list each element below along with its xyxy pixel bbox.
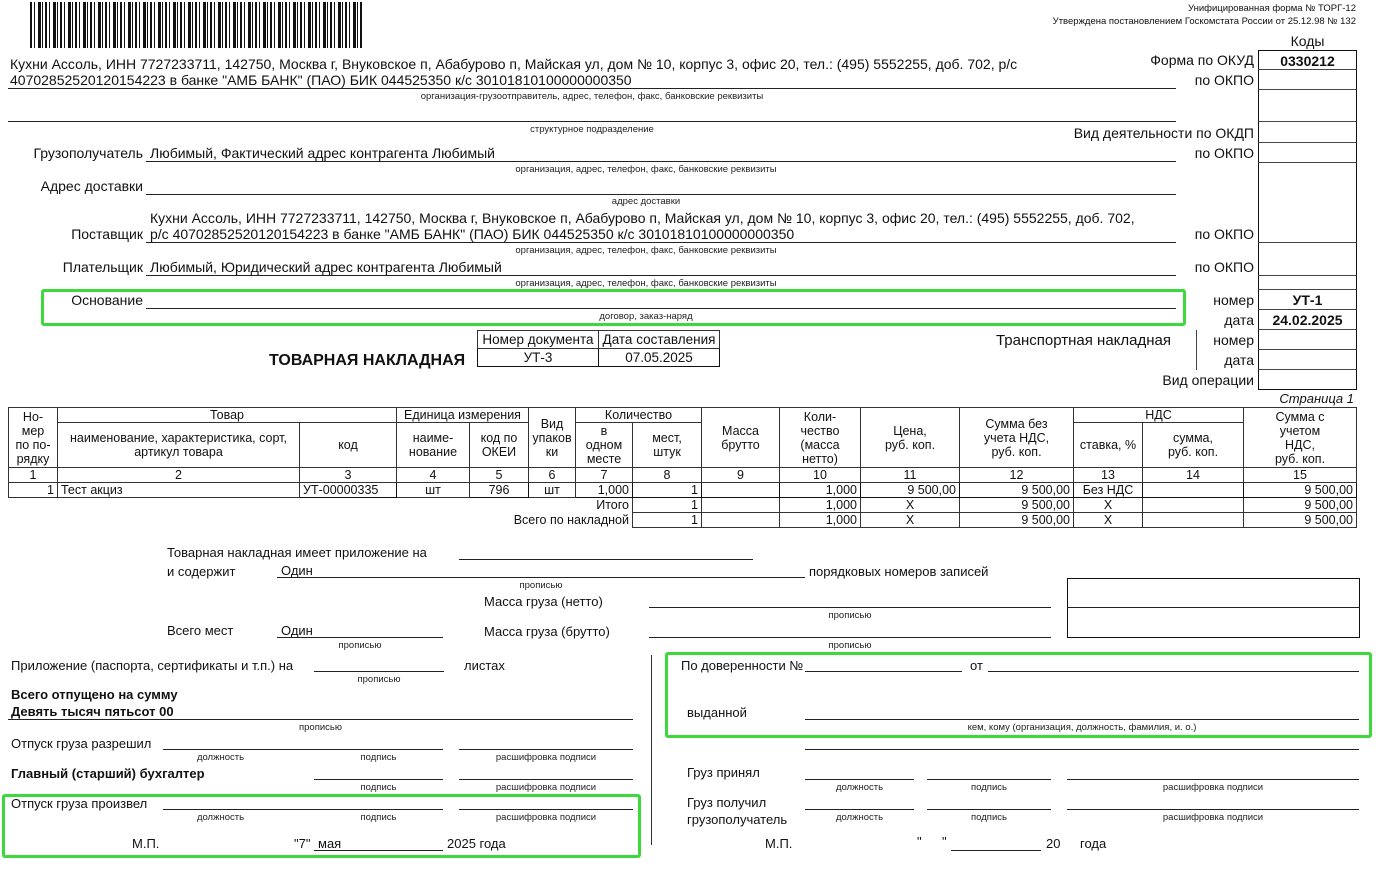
h-goods: Товар bbox=[58, 408, 397, 423]
released-sum-words: Девять тысяч пятьсот 00 bbox=[11, 704, 174, 719]
okpo-payer-label: по ОКПО bbox=[1194, 259, 1254, 275]
document-number-table bbox=[477, 330, 720, 367]
supplier-line bbox=[146, 242, 1176, 243]
h-qty-one: в одном месте bbox=[576, 423, 633, 468]
blank-cell bbox=[1258, 90, 1357, 122]
caption-signature-1: подпись bbox=[360, 752, 397, 763]
payer-value: Любимый, Юридический адрес контрагента Любимый bbox=[150, 259, 502, 275]
release-allowed-decode[interactable] bbox=[459, 749, 633, 750]
itogo-total: 9 500,00 bbox=[1244, 498, 1357, 513]
doc-date: 07.05.2025 bbox=[599, 349, 720, 367]
vsego-row bbox=[9, 513, 1357, 528]
issued-field[interactable] bbox=[805, 719, 1359, 720]
released-sum-line bbox=[8, 719, 633, 720]
basis-field[interactable] bbox=[146, 308, 1176, 309]
h-qty: Количество bbox=[576, 408, 702, 423]
date-value: 24.02.2025 bbox=[1258, 310, 1357, 330]
h-qty-places: мест, штук bbox=[633, 423, 702, 468]
chief-accountant-label: Главный (старший) бухгалтер bbox=[11, 766, 205, 781]
payer-caption: организация, адрес, телефон, факс, банковские реквизиты bbox=[515, 278, 777, 289]
barcode bbox=[30, 2, 362, 48]
date-month: мая bbox=[318, 836, 342, 851]
number-value: УТ-1 bbox=[1258, 290, 1357, 310]
proxy-label: По доверенности № bbox=[681, 658, 804, 673]
col-num-4: 4 bbox=[397, 468, 470, 483]
caption-signature-3: подпись bbox=[360, 812, 397, 823]
col-num-1: 1 bbox=[9, 468, 58, 483]
codes-label: Коды bbox=[1290, 33, 1325, 49]
vsego-net: 1,000 bbox=[780, 513, 861, 528]
h-vat: НДС bbox=[1074, 408, 1244, 423]
shipper-line bbox=[8, 88, 1176, 89]
col-num-5: 5 bbox=[470, 468, 529, 483]
received-position[interactable] bbox=[805, 779, 914, 780]
goods-table bbox=[8, 407, 1357, 528]
release-allowed-label: Отпуск груза разрешил bbox=[11, 736, 152, 751]
col-num-7: 7 bbox=[576, 468, 633, 483]
okpo-payer-cell bbox=[1258, 276, 1357, 290]
places-label: Всего мест bbox=[167, 623, 234, 638]
release-made-position[interactable] bbox=[163, 809, 443, 810]
caption-decode-5: расшифровка подписи bbox=[1162, 812, 1264, 823]
date-year: 2025 года bbox=[447, 836, 506, 851]
col-num-6: 6 bbox=[529, 468, 576, 483]
col-num-8: 8 bbox=[633, 468, 702, 483]
supplier-line1: Кухни Ассоль, ИНН 7727233711, 142750, Москва г, Внуковское п, Абабурово п, Майская ул, дом № 10, корпус 3, офис 20, тел.: (495) 5552255, доб. 702, bbox=[150, 210, 1135, 226]
col-num-2: 2 bbox=[58, 468, 300, 483]
vsego-gross bbox=[702, 513, 780, 528]
h-unit-name: наиме- нование bbox=[397, 423, 470, 468]
supplier-line2: р/с 40702852520120154223 в банке "АМБ БАНК" (ПАО) БИК 044525350 к/с 30101810100000000350 bbox=[150, 226, 795, 242]
mass-net-caption: прописью bbox=[828, 610, 872, 621]
transport-date-label: дата bbox=[1224, 352, 1254, 368]
received-decode[interactable] bbox=[1067, 779, 1359, 780]
got-position[interactable] bbox=[805, 809, 914, 810]
okud-value: 0330212 bbox=[1258, 50, 1357, 70]
caption-decode-2: расшифровка подписи bbox=[495, 782, 597, 793]
appendix-label: Приложение (паспорта, сертификаты и т.п.) на bbox=[11, 658, 294, 673]
date-day: "7" bbox=[294, 836, 311, 851]
places-value: Один bbox=[281, 623, 313, 638]
vsego-total: 9 500,00 bbox=[1244, 513, 1357, 528]
cell-unit: шт bbox=[397, 483, 470, 498]
okud-label: Форма по ОКУД bbox=[1150, 52, 1254, 68]
footer-divider bbox=[651, 655, 652, 845]
transport-number-label: номер bbox=[1213, 332, 1254, 348]
itogo-row bbox=[9, 498, 1357, 513]
caption-decode-1: расшифровка подписи bbox=[495, 752, 597, 763]
basis-label: Основание bbox=[71, 292, 143, 308]
document-title: ТОВАРНАЯ НАКЛАДНАЯ bbox=[269, 352, 466, 369]
caption-position-4: должность bbox=[835, 782, 884, 793]
cell-gross bbox=[702, 483, 780, 498]
shipper-caption: организация-грузоотправитель, адрес, телефон, факс, банковские реквизиты bbox=[420, 91, 764, 102]
appendix-field[interactable] bbox=[314, 671, 444, 672]
got-label-1: Груз получил bbox=[687, 795, 767, 810]
released-sum-caption: прописью bbox=[299, 722, 342, 733]
date-label: дата bbox=[1224, 312, 1254, 328]
mass-box-divider bbox=[1067, 607, 1360, 608]
h-vat-rate: ставка, % bbox=[1074, 423, 1143, 468]
column-numbers-row bbox=[9, 468, 1357, 483]
cell-n: 1 bbox=[9, 483, 58, 498]
consignee-line bbox=[146, 161, 1176, 162]
right-date-field[interactable] bbox=[951, 850, 1041, 851]
chief-accountant-decode[interactable] bbox=[459, 779, 633, 780]
blank-cell-2 bbox=[1258, 163, 1357, 243]
h-pack: Вид упаков ки bbox=[529, 408, 576, 468]
col-num-3: 3 bbox=[300, 468, 397, 483]
cell-price: 9 500,00 bbox=[861, 483, 960, 498]
payer-line bbox=[146, 275, 1176, 276]
caption-position-5: должность bbox=[835, 812, 884, 823]
cell-total: 9 500,00 bbox=[1244, 483, 1357, 498]
delivery-caption: адрес доставки bbox=[611, 196, 681, 207]
shipper-line1: Кухни Ассоль, ИНН 7727233711, 142750, Москва г, Внуковское п, Абабурово п, Майская ул, дом № 10, корпус 3, офис 20, тел.: (495) 5552255, доб. 702, р/с bbox=[10, 56, 1018, 72]
cell-places: 1 bbox=[633, 483, 702, 498]
itogo-gross bbox=[702, 498, 780, 513]
operation-label: Вид операции bbox=[1162, 372, 1254, 388]
appendix-caption: прописью bbox=[357, 674, 401, 685]
itogo-vat bbox=[1143, 498, 1244, 513]
itogo-sum: 9 500,00 bbox=[960, 498, 1074, 513]
vsego-label: Всего по накладной bbox=[9, 513, 633, 528]
got-signature[interactable] bbox=[927, 809, 1051, 810]
col-num-9: 9 bbox=[702, 468, 780, 483]
mass-gross-field[interactable] bbox=[649, 637, 1051, 638]
attach-text-2: и содержит bbox=[167, 564, 236, 579]
places-field[interactable] bbox=[277, 637, 443, 638]
records-caption: прописью bbox=[519, 580, 563, 591]
cell-name: Тест акциз bbox=[58, 483, 300, 498]
received-label: Груз принял bbox=[687, 765, 760, 780]
mp-right: М.П. bbox=[765, 836, 793, 851]
quote-open: " bbox=[917, 834, 922, 849]
itogo-price: X bbox=[861, 498, 960, 513]
division-caption: структурное подразделение bbox=[530, 124, 654, 135]
mass-net-field[interactable] bbox=[649, 607, 1051, 608]
h-net: Коли- чество (масса нетто) bbox=[780, 408, 861, 468]
caption-decode-4: расшифровка подписи bbox=[1162, 782, 1264, 793]
shipper-line2: 40702852520120154223 в банке "АМБ БАНК" (ПАО) БИК 044525350 к/с 30101810100000000350 bbox=[10, 72, 632, 88]
vsego-price: X bbox=[861, 513, 960, 528]
caption-signature-2: подпись bbox=[360, 782, 397, 793]
form-approval: Утверждена постановлением Госкомстата России от 25.12.98 № 132 bbox=[1052, 16, 1356, 27]
cell-pack: шт bbox=[529, 483, 576, 498]
mass-box bbox=[1067, 578, 1360, 638]
chief-accountant-signature[interactable] bbox=[314, 779, 443, 780]
attach-text-1: Товарная накладная имеет приложение на bbox=[167, 545, 427, 560]
h-unit-okei: код по ОКЕИ bbox=[470, 423, 529, 468]
records-field[interactable] bbox=[277, 577, 805, 578]
caption-position-3: должность bbox=[196, 812, 245, 823]
proxy-date-field[interactable] bbox=[988, 671, 1359, 672]
release-allowed-sig-line bbox=[314, 749, 443, 750]
mass-gross-label: Масса груза (брутто) bbox=[484, 624, 610, 639]
vsego-sum: 9 500,00 bbox=[960, 513, 1074, 528]
received-signature[interactable] bbox=[927, 779, 1051, 780]
col-num-11: 11 bbox=[861, 468, 960, 483]
caption-decode-3: расшифровка подписи bbox=[495, 812, 597, 823]
cell-code: УТ-00000335 bbox=[300, 483, 397, 498]
right-year-word: года bbox=[1080, 836, 1107, 851]
quote-close: " bbox=[942, 834, 947, 849]
mass-gross-caption: прописью bbox=[828, 640, 872, 651]
cell-net: 1,000 bbox=[780, 483, 861, 498]
cell-okei: 796 bbox=[470, 483, 529, 498]
cell-vat bbox=[1143, 483, 1244, 498]
release-made-decode[interactable] bbox=[459, 809, 633, 810]
caption-position-1: должность bbox=[196, 752, 245, 763]
transport-number-cell bbox=[1258, 330, 1357, 350]
h-sum-novat: Сумма без учета НДС, руб. коп. bbox=[960, 408, 1074, 468]
proxy-from-label: от bbox=[970, 658, 983, 673]
mp-left: М.П. bbox=[132, 836, 160, 851]
caption-signature-5: подпись bbox=[971, 812, 1007, 823]
operation-cell bbox=[1258, 370, 1357, 390]
caption-signature-4: подпись bbox=[971, 782, 1007, 793]
transport-label: Транспортная накладная bbox=[995, 332, 1171, 349]
cell-rate: Без НДС bbox=[1074, 483, 1143, 498]
itogo-places: 1 bbox=[633, 498, 702, 513]
h-num: Но- мер по по- рядку bbox=[9, 408, 58, 468]
proxy-number-field[interactable] bbox=[805, 671, 962, 672]
cell-sum: 9 500,00 bbox=[960, 483, 1074, 498]
col-num-13: 13 bbox=[1074, 468, 1143, 483]
itogo-net: 1,000 bbox=[780, 498, 861, 513]
got-decode[interactable] bbox=[1067, 809, 1359, 810]
consignee-label: Грузополучатель bbox=[33, 145, 143, 161]
vsego-vat bbox=[1143, 513, 1244, 528]
released-sum-label: Всего отпущено на сумму bbox=[11, 687, 178, 702]
doc-number: УТ-3 bbox=[478, 349, 599, 367]
form-title: Унифицированная форма № ТОРГ-12 bbox=[1187, 3, 1356, 14]
h-gross: Масса брутто bbox=[702, 408, 780, 468]
basis-caption: договор, заказ-наряд bbox=[599, 311, 693, 322]
doc-date-header: Дата составления bbox=[599, 331, 720, 349]
delivery-line bbox=[146, 194, 1176, 195]
itogo-rate: X bbox=[1074, 498, 1143, 513]
col-num-15: 15 bbox=[1244, 468, 1357, 483]
issued-caption: кем, кому (организация, должность, фамилия, и. о.) bbox=[967, 722, 1197, 733]
transport-date-cell bbox=[1258, 350, 1357, 370]
sheets-label: листах bbox=[464, 658, 505, 673]
right-year-prefix: 20 bbox=[1046, 836, 1061, 851]
okpo-cell bbox=[1258, 70, 1357, 90]
date-month-field[interactable] bbox=[314, 850, 443, 851]
okpo-label: по ОКПО bbox=[1194, 72, 1254, 88]
h-sum-vat: Сумма с учетом НДС, руб. коп. bbox=[1244, 408, 1357, 468]
release-made-label: Отпуск груза произвел bbox=[11, 796, 148, 811]
page-number: Страница 1 bbox=[1279, 391, 1354, 406]
delivery-label: Адрес доставки bbox=[40, 178, 143, 194]
supplier-label: Поставщик bbox=[71, 226, 143, 242]
vsego-places: 1 bbox=[633, 513, 702, 528]
payer-label: Плательщик bbox=[62, 259, 143, 275]
consignee-caption: организация, адрес, телефон, факс, банковские реквизиты bbox=[515, 164, 777, 175]
division-line bbox=[8, 121, 1176, 122]
number-label: номер bbox=[1213, 292, 1254, 308]
vsego-rate: X bbox=[1074, 513, 1143, 528]
h-price: Цена, руб. коп. bbox=[861, 408, 960, 468]
okpo-consignee-cell bbox=[1258, 143, 1357, 163]
okdp-label: Вид деятельности по ОКДП bbox=[1073, 125, 1254, 141]
mass-net-label: Масса груза (нетто) bbox=[484, 594, 603, 609]
okdp-cell bbox=[1258, 122, 1357, 143]
okpo-supplier-label: по ОКПО bbox=[1194, 226, 1254, 242]
h-unit: Единица измерения bbox=[397, 408, 529, 423]
itogo-label: Итого bbox=[9, 498, 633, 513]
okpo-supplier-cell bbox=[1258, 243, 1357, 276]
col-num-12: 12 bbox=[960, 468, 1074, 483]
h-code: код bbox=[300, 423, 397, 468]
records-value: Один bbox=[281, 563, 313, 578]
consignee-value: Любимый, Фактический адрес контрагента Любимый bbox=[150, 145, 495, 161]
h-vat-sum: сумма, руб. коп. bbox=[1143, 423, 1244, 468]
places-caption: прописью bbox=[338, 640, 382, 651]
got-label-2: грузополучатель bbox=[687, 812, 788, 827]
supplier-caption: организация, адрес, телефон, факс, банковские реквизиты bbox=[515, 245, 777, 256]
table-row bbox=[9, 483, 1357, 498]
issued-label: выданной bbox=[687, 705, 747, 720]
h-goods-name: наименование, характеристика, сорт, артикул товара bbox=[58, 423, 300, 468]
issued-extra-line[interactable] bbox=[805, 749, 1359, 750]
cell-one: 1,000 bbox=[576, 483, 633, 498]
col-num-10: 10 bbox=[780, 468, 861, 483]
col-num-14: 14 bbox=[1143, 468, 1244, 483]
records-label: порядковых номеров записей bbox=[809, 564, 989, 579]
okpo-consignee-label: по ОКПО bbox=[1194, 145, 1254, 161]
attach-field[interactable] bbox=[459, 559, 753, 560]
doc-number-header: Номер документа bbox=[478, 331, 599, 349]
